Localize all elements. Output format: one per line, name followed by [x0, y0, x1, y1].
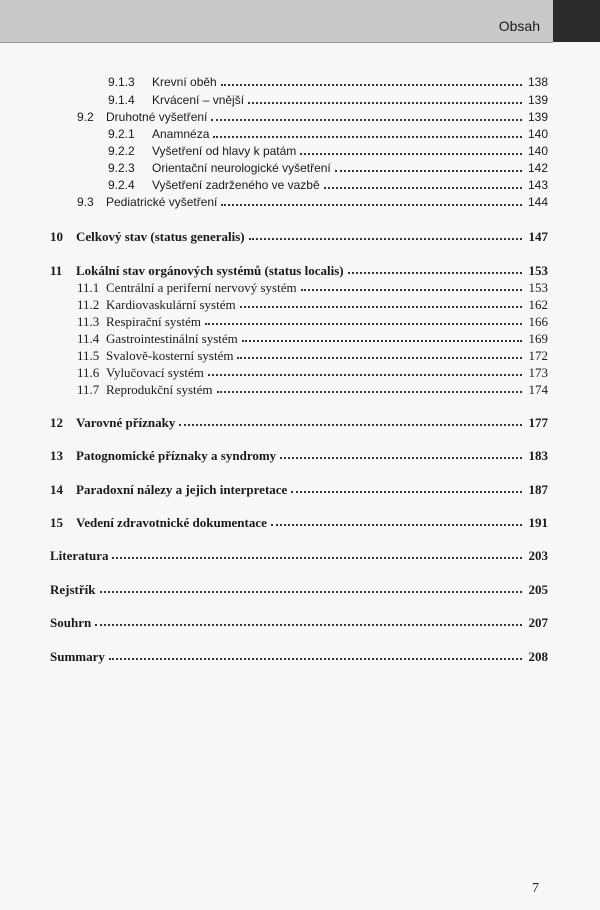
toc-entry-label: Literatura [50, 548, 109, 563]
toc-entry[interactable] [108, 177, 548, 194]
toc-entry-label: Gastrointestinální systém [106, 331, 238, 346]
toc-entry-page: 203 [528, 548, 548, 563]
toc-entry-label: Druhotné vyšetření [106, 110, 208, 124]
toc-entry-number: 11.5 [77, 348, 100, 363]
toc-entry-label: Summary [50, 649, 105, 664]
toc-entry-label: Varovné příznaky [76, 415, 176, 430]
header-tab [553, 0, 600, 42]
toc-entry-number: 9.2.1 [108, 127, 135, 141]
toc-entry[interactable] [77, 109, 548, 126]
toc-chapter[interactable] [50, 614, 548, 631]
toc-dot-leader [240, 306, 522, 308]
toc-entry-label: Anamnéza [152, 127, 210, 141]
toc-entry-number: 11.4 [77, 331, 100, 346]
toc-dot-leader [217, 391, 522, 393]
toc-entry-page: 162 [528, 297, 548, 312]
toc-dot-leader [280, 457, 522, 459]
toc-entry[interactable] [108, 126, 548, 143]
toc-entry-label: Pediatrické vyšetření [106, 195, 218, 209]
toc-entry-number: 9.1.3 [108, 75, 135, 89]
toc-entry-number: 14 [50, 482, 63, 497]
toc-entry-page: 177 [528, 415, 548, 430]
toc-entry-page: 174 [528, 382, 548, 397]
toc-dot-leader [237, 357, 522, 359]
toc-chapter[interactable] [50, 481, 548, 498]
toc-entry-label: Rejstřík [50, 582, 96, 597]
toc-entry-label: Svalově-kosterní systém [106, 348, 234, 363]
toc-entry-label: Souhrn [50, 615, 92, 630]
toc-entry-page: 142 [527, 161, 548, 175]
toc-entry[interactable] [77, 364, 548, 381]
toc-entry-number: 9.1.4 [108, 93, 135, 107]
toc-entry-page: 139 [527, 110, 548, 124]
toc-chapter[interactable] [50, 547, 548, 564]
toc-entry-page: 187 [528, 482, 548, 497]
toc-chapter[interactable] [50, 648, 548, 665]
toc-entry-label: Orientační neurologické vyšetření [152, 161, 331, 175]
toc-entry-label: Centrální a periferní nervový systém [106, 280, 297, 295]
toc-entry-label: Krvácení – vnější [152, 93, 245, 107]
toc-entry-number: 9.3 [77, 195, 94, 209]
toc-entry-page: 205 [528, 582, 548, 597]
toc-entry-number: 13 [50, 448, 63, 463]
toc-dot-leader [291, 491, 522, 493]
toc-dot-leader [208, 374, 522, 376]
toc-dot-leader [271, 524, 522, 526]
toc-chapter[interactable] [50, 581, 548, 598]
toc-entry-label: Vedení zdravotnické dokumentace [76, 515, 267, 530]
toc-entry-page: 166 [528, 314, 548, 329]
toc-entry-page: 183 [528, 448, 548, 463]
toc-entry-number: 12 [50, 415, 63, 430]
toc-entry-label: Vylučovací systém [106, 365, 204, 380]
toc-dot-leader [221, 84, 522, 86]
toc-entry-label: Vyšetření od hlavy k patám [152, 144, 297, 158]
toc-chapter[interactable] [50, 414, 548, 431]
toc-entry-page: 207 [528, 615, 548, 630]
toc-entry-page: 143 [527, 178, 548, 192]
toc-dot-leader [211, 119, 522, 121]
toc-entry-page: 139 [527, 93, 548, 107]
toc-entry[interactable] [77, 330, 548, 347]
header-title: Obsah [498, 18, 540, 34]
toc-entry-number: 11.2 [77, 297, 100, 312]
toc-entry-page: 153 [528, 263, 548, 278]
toc-entry-page: 144 [527, 195, 548, 209]
toc-entry[interactable] [77, 296, 548, 313]
toc-dot-leader [249, 238, 522, 240]
toc-entry-label: Lokální stav orgánových systémů (status localis) [76, 263, 344, 278]
toc-entry-number: 9.2.2 [108, 144, 135, 158]
toc-entry-number: 9.2 [77, 110, 94, 124]
toc-dot-leader [95, 624, 522, 626]
toc-entry-label: Celkový stav (status generalis) [76, 229, 245, 244]
toc-entry-page: 140 [527, 144, 548, 158]
toc-dot-leader [248, 102, 522, 104]
toc-dot-leader [205, 323, 522, 325]
toc-dot-leader [179, 424, 522, 426]
toc-chapter[interactable] [50, 514, 548, 531]
toc-entry[interactable] [108, 160, 548, 177]
toc-dot-leader [324, 187, 522, 189]
toc-dot-leader [242, 340, 522, 342]
toc-entry-label: Reprodukční systém [106, 382, 213, 397]
toc-entry-label: Respirační systém [106, 314, 201, 329]
toc-entry-page: 147 [528, 229, 548, 244]
toc-dot-leader [348, 272, 522, 274]
header-band [0, 0, 553, 43]
toc-dot-leader [300, 153, 522, 155]
toc-entry-number: 9.2.3 [108, 161, 135, 175]
toc-entry[interactable] [108, 74, 548, 91]
toc-entry-page: 173 [528, 365, 548, 380]
toc-chapter[interactable] [50, 447, 548, 464]
toc-entry-label: Patognomické příznaky a syndromy [76, 448, 277, 463]
toc-entry-page: 153 [528, 280, 548, 295]
toc-chapter[interactable] [50, 262, 548, 279]
toc-entry-number: 11.1 [77, 280, 100, 295]
toc-entry-page: 191 [528, 515, 548, 530]
toc-entry-number: 11.3 [77, 314, 100, 329]
toc-entry-label: Krevní oběh [152, 75, 217, 89]
toc-entry-label: Vyšetření zadrženého ve vazbě [152, 178, 320, 192]
toc-dot-leader [301, 289, 522, 291]
toc-chapter[interactable] [50, 228, 548, 245]
toc-entry-label: Paradoxní nálezy a jejich interpretace [76, 482, 288, 497]
toc-entry-page: 138 [527, 75, 548, 89]
toc-dot-leader [112, 557, 522, 559]
toc-entry[interactable] [77, 381, 548, 398]
toc-entry-number: 11.6 [77, 365, 100, 380]
toc-entry[interactable] [77, 194, 548, 211]
toc-dot-leader [335, 170, 522, 172]
toc-entry[interactable] [77, 347, 548, 364]
toc-dot-leader [109, 658, 522, 660]
toc-entry-number: 11 [50, 263, 63, 278]
toc-entry[interactable] [108, 143, 548, 160]
toc-entry-number: 15 [50, 515, 63, 530]
toc-entry[interactable] [77, 279, 548, 296]
toc-entry-number: 10 [50, 229, 63, 244]
toc-dot-leader [221, 204, 522, 206]
toc-dot-leader [213, 136, 522, 138]
toc-entry[interactable] [108, 92, 548, 109]
toc-entry-label: Kardiovaskulární systém [106, 297, 236, 312]
toc-entry-page: 172 [528, 348, 548, 363]
toc-entry-page: 169 [528, 331, 548, 346]
toc-entry-number: 9.2.4 [108, 178, 135, 192]
toc-entry[interactable] [77, 313, 548, 330]
toc-entry-number: 11.7 [77, 382, 100, 397]
page-number: 7 [532, 881, 539, 896]
toc-dot-leader [100, 591, 523, 593]
toc-entry-page: 140 [527, 127, 548, 141]
toc-entry-page: 208 [528, 649, 548, 664]
